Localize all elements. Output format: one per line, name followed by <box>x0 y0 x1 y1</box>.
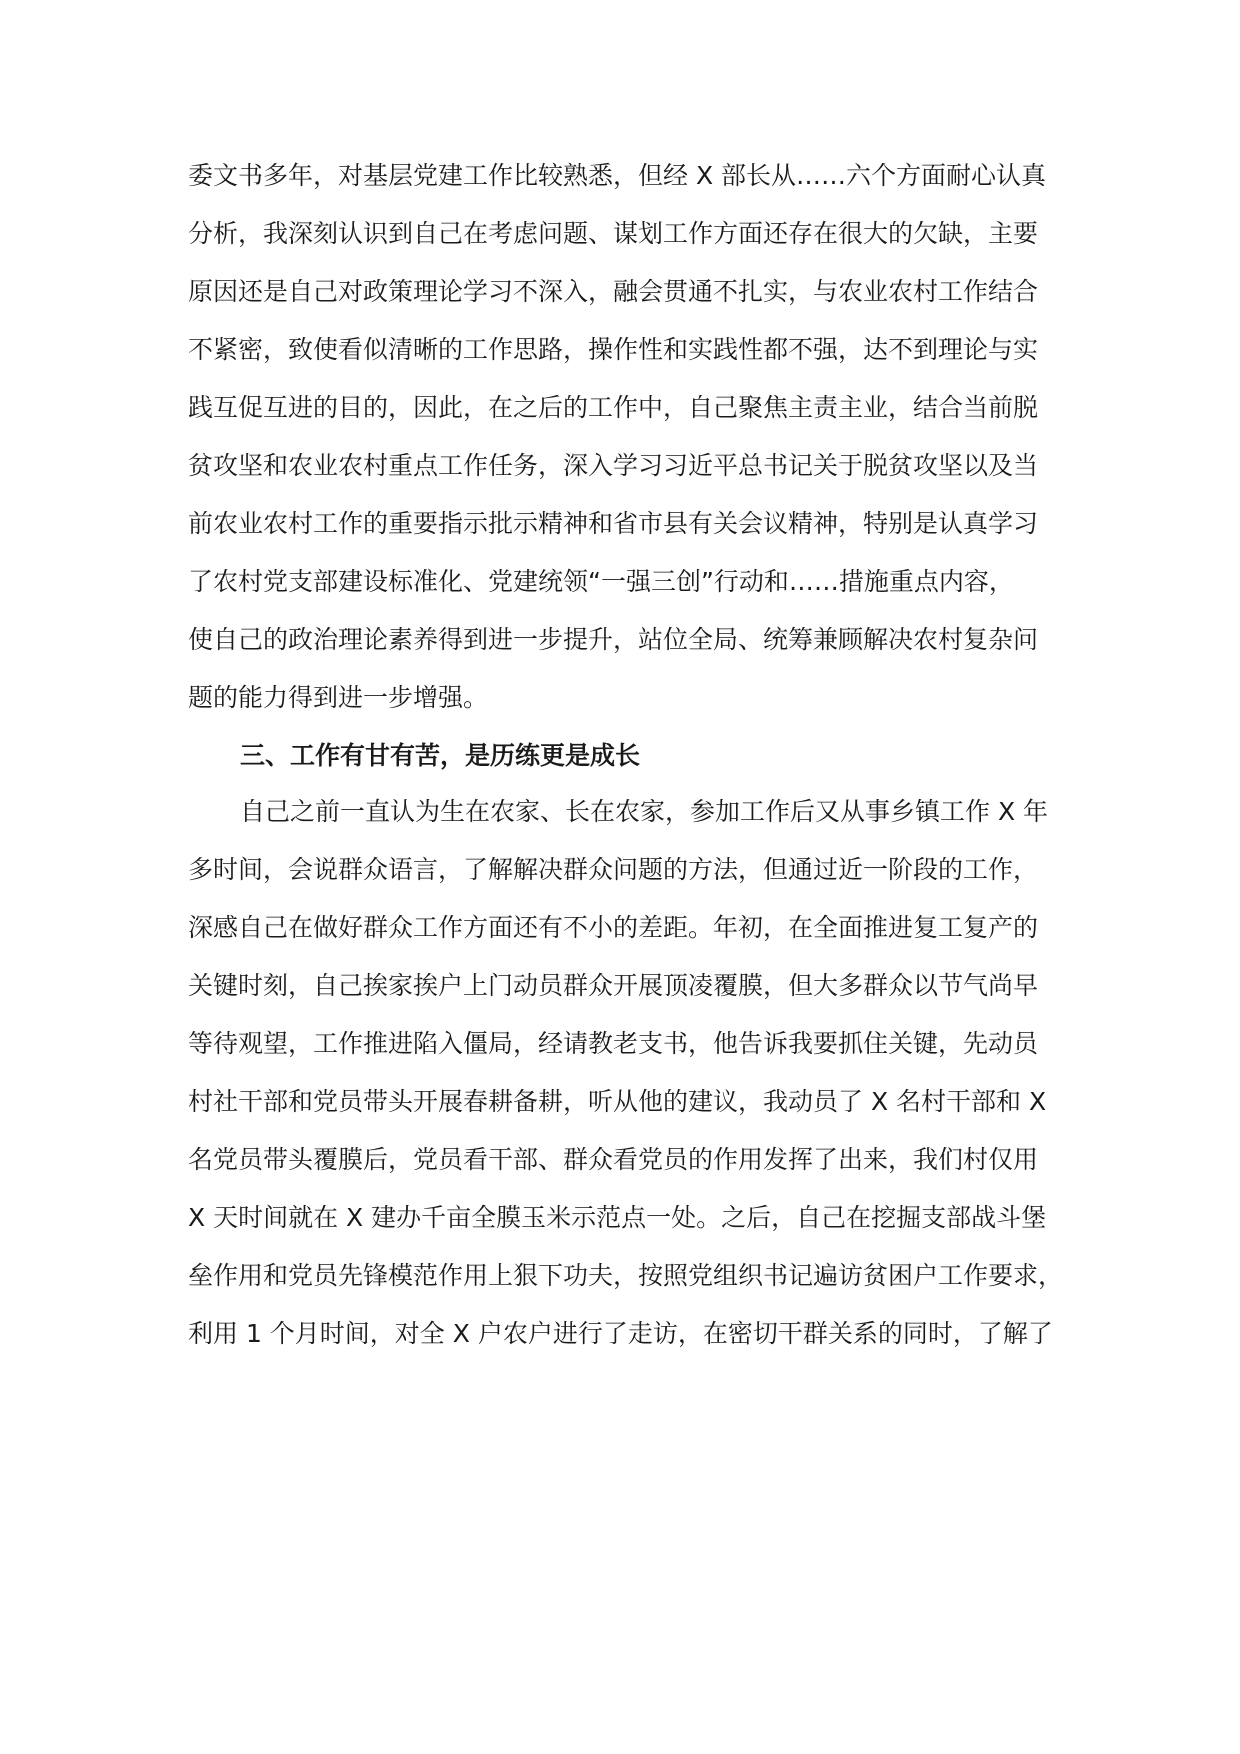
paragraph-line: 多时间，会说群众语言，了解解决群众问题的方法，但通过近一阶段的工作， <box>188 855 1039 884</box>
paragraph-line: 原因还是自己对政策理论学习不深入，融会贯通不扎实，与农业农村工作结合 <box>188 277 1039 306</box>
paragraph-line: 了农村党支部建设标准化、党建统领“一强三创”行动和……措施重点内容， <box>188 567 1014 596</box>
paragraph-line: 前农业农村工作的重要指示批示精神和省市县有关会议精神，特别是认真学习 <box>188 509 1039 538</box>
paragraph-line: 关键时刻，自己挨家挨户上门动员群众开展顶凌覆膜，但大多群众以节气尚早 <box>188 971 1039 1000</box>
section-heading: 三、工作有甘有苦，是历练更是成长 <box>240 741 641 770</box>
paragraph-line: 自己之前一直认为生在农家、长在农家，参加工作后又从事乡镇工作 X 年 <box>240 797 1049 826</box>
paragraph-line: 村社干部和党员带头开展春耕备耕，听从他的建议，我动员了 X 名村干部和 X <box>188 1087 1047 1116</box>
paragraph-line: 使自己的政治理论素养得到进一步提升，站位全局、统筹兼顾解决农村复杂问 <box>188 625 1039 654</box>
paragraph-line: 等待观望，工作推进陷入僵局，经请教老支书，他告诉我要抓住关键，先动员 <box>188 1029 1039 1058</box>
paragraph-line: 深感自己在做好群众工作方面还有不小的差距。年初，在全面推进复工复产的 <box>188 913 1039 942</box>
paragraph-line: 委文书多年，对基层党建工作比较熟悉，但经 X 部长从……六个方面耐心认真 <box>188 161 1047 190</box>
paragraph-line: 分析，我深刻认识到自己在考虑问题、谋划工作方面还存在很大的欠缺，主要 <box>188 219 1039 248</box>
paragraph-line: X 天时间就在 X 建办千亩全膜玉米示范点一处。之后，自己在挖掘支部战斗堡 <box>188 1203 1047 1232</box>
paragraph-line: 垒作用和党员先锋模范作用上狠下功夫，按照党组织书记遍访贫困户工作要求， <box>188 1261 1064 1290</box>
paragraph-line: 名党员带头覆膜后，党员看干部、群众看党员的作用发挥了出来，我们村仅用 <box>188 1145 1039 1174</box>
paragraph-line: 践互促互进的目的，因此，在之后的工作中，自己聚焦主责主业，结合当前脱 <box>188 393 1039 422</box>
paragraph-line: 利用 1 个月时间，对全 X 户农户进行了走访，在密切干群关系的同时，了解了 <box>188 1319 1053 1348</box>
paragraph-line: 贫攻坚和农业农村重点工作任务，深入学习习近平总书记关于脱贫攻坚以及当 <box>188 451 1039 480</box>
paragraph-line: 题的能力得到进一步增强。 <box>188 683 489 712</box>
paragraph-line: 不紧密，致使看似清晰的工作思路，操作性和实践性都不强，达不到理论与实 <box>188 335 1039 364</box>
